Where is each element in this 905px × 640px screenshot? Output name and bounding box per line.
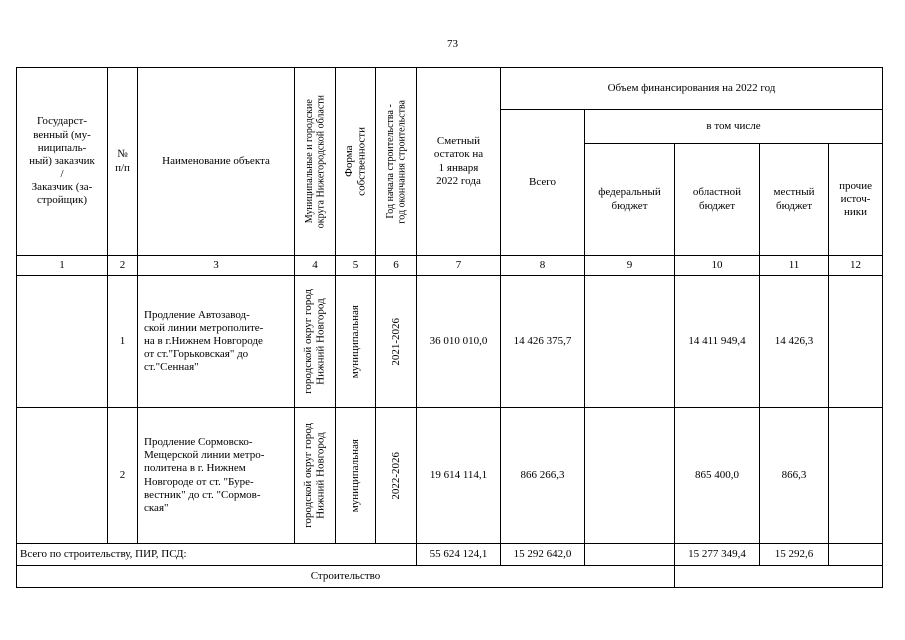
page-number: 73 bbox=[447, 38, 458, 50]
column-number: 4 bbox=[295, 256, 336, 276]
summary-local: 15 292,6 bbox=[760, 544, 829, 566]
summary-regional: 15 277 349,4 bbox=[675, 544, 760, 566]
row-customer bbox=[17, 276, 108, 408]
column-number: 6 bbox=[376, 256, 417, 276]
header-customer: Государст- венный (му- ниципаль- ный) заказчик / Заказчик (за- стройщик) bbox=[17, 68, 108, 256]
column-number: 7 bbox=[417, 256, 501, 276]
section-empty bbox=[675, 566, 883, 588]
row-municipality: городской округ город Нижний Новгород bbox=[302, 423, 327, 528]
column-number: 9 bbox=[585, 256, 675, 276]
row-estimate: 36 010 010,0 bbox=[417, 276, 501, 408]
row-other bbox=[829, 408, 883, 544]
row-ownership: муниципальная bbox=[349, 304, 362, 379]
row-municipality-cell bbox=[295, 408, 336, 544]
header-row-1 bbox=[17, 68, 883, 110]
row-ownership: муниципальная bbox=[349, 438, 362, 513]
row-local: 14 426,3 bbox=[760, 276, 829, 408]
row-local: 866,3 bbox=[760, 408, 829, 544]
header-years: Год начала строительства - год окончания строительства bbox=[384, 99, 407, 224]
row-federal bbox=[585, 276, 675, 408]
row-ownership-cell bbox=[336, 276, 376, 408]
header-funding-group: Объем финансирования на 2022 год bbox=[501, 68, 883, 110]
summary-label: Всего по строительству, ПИР, ПСД: bbox=[17, 544, 417, 566]
header-other: прочие источ- ники bbox=[829, 144, 883, 256]
row-regional: 865 400,0 bbox=[675, 408, 760, 544]
column-number-row bbox=[17, 256, 883, 276]
column-number: 2 bbox=[108, 256, 138, 276]
header-ownership-cell bbox=[336, 68, 376, 256]
row-years-cell bbox=[376, 408, 417, 544]
row-estimate: 19 614 114,1 bbox=[417, 408, 501, 544]
row-total: 14 426 375,7 bbox=[501, 276, 585, 408]
row-total: 866 266,3 bbox=[501, 408, 585, 544]
header-num: № п/п bbox=[108, 68, 138, 256]
header-municipality: Муниципальные и городские округа Нижегородской области bbox=[303, 94, 326, 229]
row-other bbox=[829, 276, 883, 408]
header-estimate: Сметный остаток на 1 января 2022 года bbox=[417, 68, 501, 256]
section-row bbox=[17, 566, 883, 588]
header-federal: федеральный бюджет bbox=[585, 144, 675, 256]
header-object-name: Наименование объекта bbox=[138, 68, 295, 256]
header-regional: областной бюджет bbox=[675, 144, 760, 256]
row-years: 2022-2026 bbox=[389, 451, 402, 500]
summary-total: 15 292 642,0 bbox=[501, 544, 585, 566]
column-number: 12 bbox=[829, 256, 883, 276]
row-regional: 14 411 949,4 bbox=[675, 276, 760, 408]
column-number: 8 bbox=[501, 256, 585, 276]
section-label: Строительство bbox=[17, 566, 675, 588]
summary-row bbox=[17, 544, 883, 566]
header-ownership: Форма собственности bbox=[342, 127, 368, 196]
summary-estimate: 55 624 124,1 bbox=[417, 544, 501, 566]
header-municipality-cell bbox=[295, 68, 336, 256]
row-years: 2021-2026 bbox=[389, 317, 402, 366]
financing-table bbox=[16, 67, 883, 588]
row-num: 2 bbox=[108, 408, 138, 544]
row-federal bbox=[585, 408, 675, 544]
column-number: 10 bbox=[675, 256, 760, 276]
row-ownership-cell bbox=[336, 408, 376, 544]
header-total: Всего bbox=[501, 110, 585, 256]
column-number: 1 bbox=[17, 256, 108, 276]
summary-other bbox=[829, 544, 883, 566]
header-years-cell bbox=[376, 68, 417, 256]
summary-federal bbox=[585, 544, 675, 566]
row-object-name: Продление Автозавод- ской линии метрополите- на в г.Нижнем Новгороде от ст."Горьковская" до ст."Сенная" bbox=[138, 276, 295, 408]
table-row bbox=[17, 408, 883, 544]
row-num: 1 bbox=[108, 276, 138, 408]
row-municipality-cell bbox=[295, 276, 336, 408]
header-including: в том числе bbox=[585, 110, 883, 144]
column-number: 3 bbox=[138, 256, 295, 276]
row-customer bbox=[17, 408, 108, 544]
header-local: местный бюджет bbox=[760, 144, 829, 256]
row-years-cell bbox=[376, 276, 417, 408]
row-municipality: городской округ город Нижний Новгород bbox=[302, 289, 327, 394]
table-row bbox=[17, 276, 883, 408]
row-object-name: Продление Сормовско- Мещерской линии метро- политена в г. Нижнем Новгороде от ст. "Буре- вестник" до ст. "Сормов- ская" bbox=[138, 408, 295, 544]
column-number: 5 bbox=[336, 256, 376, 276]
column-number: 11 bbox=[760, 256, 829, 276]
